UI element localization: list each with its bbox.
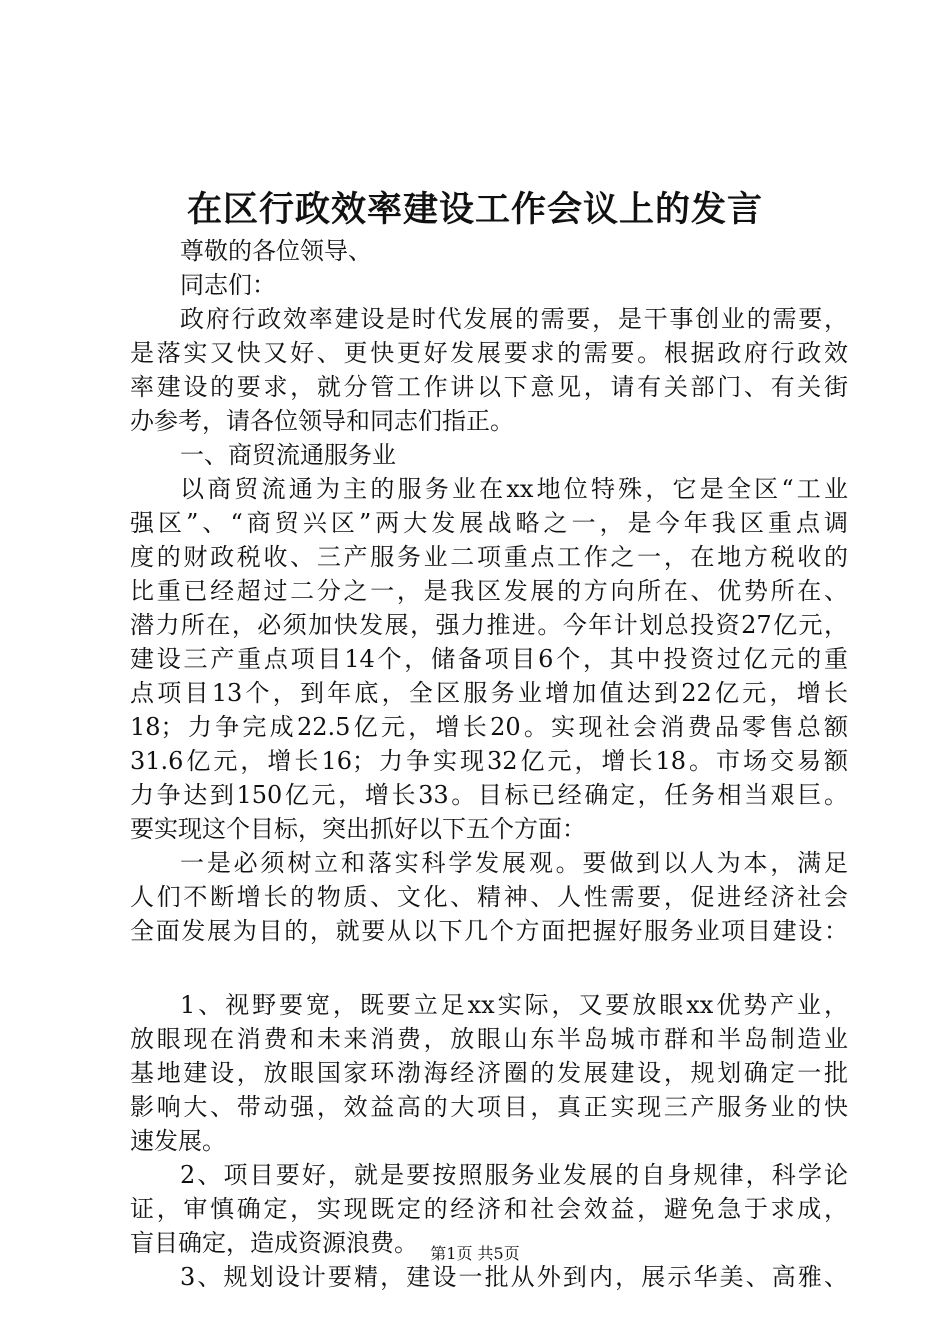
paragraph-line: 率建设的要求，就分管工作讲以下意见，请有关部门、有关街: [130, 373, 848, 401]
paragraph-line: 点项目13个，到年底，全区服务业增加值达到22亿元，增长: [130, 679, 848, 707]
page-title: 在区行政效率建设工作会议上的发言: [186, 189, 763, 230]
list-item-line: 2、项目要好，就是要按照服务业发展的自身规律，科学论: [180, 1161, 848, 1189]
document-body: [130, 234, 848, 1294]
list-item-line: 证，审慎确定，实现既定的经济和社会效益，避免急于求成，: [130, 1195, 848, 1223]
paragraph-line: 办参考，请各位领导和同志们指正。: [130, 407, 514, 435]
paragraph-line: 潜力所在，必须加快发展，强力推进。今年计划总投资27亿元，: [130, 611, 848, 639]
list-item-line: 盲目确定，造成资源浪费。: [130, 1229, 418, 1257]
paragraph-line: 建设三产重点项目14个，储备项目6个，其中投资过亿元的重: [130, 645, 848, 673]
page-number-footer: 第1页 共5页: [430, 1244, 520, 1263]
paragraph-line: 力争达到150亿元，增长33。目标已经确定，任务相当艰巨。: [130, 781, 848, 809]
list-item-line: 3、规划设计要精，建设一批从外到内，展示华美、高雅、: [180, 1263, 848, 1291]
paragraph-line: 度的财政税收、三产服务业二项重点工作之一，在地方税收的: [130, 543, 848, 571]
list-item-line: 速发展。: [130, 1127, 226, 1155]
paragraph-line: 全面发展为目的，就要从以下几个方面把握好服务业项目建设：: [130, 917, 848, 945]
paragraph-line: 一是必须树立和落实科学发展观。要做到以人为本，满足: [180, 849, 848, 877]
list-item-line: 放眼现在消费和未来消费，放眼山东半岛城市群和半岛制造业: [130, 1025, 848, 1053]
salutation-line-1: 尊敬的各位领导、: [180, 237, 372, 265]
paragraph-line: 要实现这个目标，突出抓好以下五个方面：: [130, 815, 586, 843]
paragraph-line: 比重已经超过二分之一，是我区发展的方向所在、优势所在、: [130, 577, 848, 605]
list-item-line: 影响大、带动强，效益高的大项目，真正实现三产服务业的快: [130, 1093, 848, 1121]
paragraph-line: 31.6亿元，增长16；力争实现32亿元，增长18。市场交易额: [130, 747, 848, 775]
list-item-line: 基地建设，放眼国家环渤海经济圈的发展建设，规划确定一批: [130, 1059, 848, 1087]
paragraph-line: 18；力争完成22.5亿元，增长20。实现社会消费品零售总额: [130, 713, 848, 741]
paragraph-line: 以商贸流通为主的服务业在xx地位特殊，它是全区“工业: [180, 475, 848, 503]
list-item-line: 1、视野要宽，既要立足xx实际，又要放眼xx优势产业，: [180, 991, 848, 1019]
paragraph-line: 政府行政效率建设是时代发展的需要，是干事创业的需要，: [180, 305, 848, 333]
paragraph-line: 是落实又快又好、更快更好发展要求的需要。根据政府行政效: [130, 339, 848, 367]
paragraph-line: 人们不断增长的物质、文化、精神、人性需要，促进经济社会: [130, 883, 848, 911]
paragraph-line: 强区”、“商贸兴区”两大发展战略之一，是今年我区重点调: [130, 509, 848, 537]
blank-line: [130, 948, 848, 988]
section-heading: 一、商贸流通服务业: [180, 441, 396, 469]
salutation-line-2: 同志们：: [180, 271, 276, 299]
